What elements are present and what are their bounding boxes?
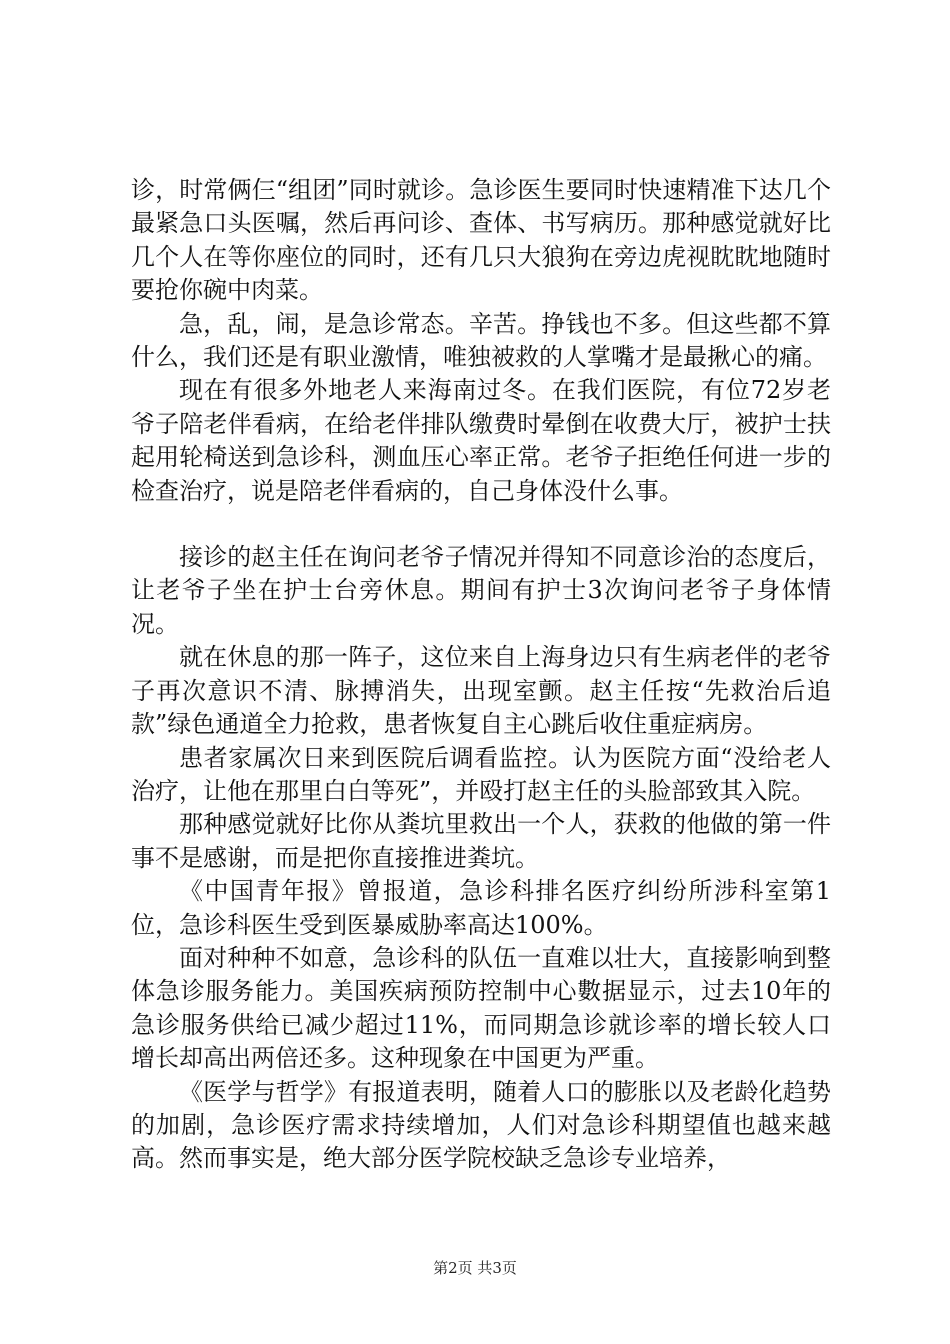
paragraph-3: 现在有很多外地老人来海南过冬。在我们医院，有位72岁老爷子陪老伴看病，在给老伴排队缴费时晕倒在收费大厅，被护士扶起用轮椅送到急诊科，测血压心率正常。老爷子拒绝任何进一步的检查治疗，说是陪老伴看病的，自己身体没什么事。	[131, 376, 831, 505]
paragraph-2: 急，乱，闹，是急诊常态。辛苦。挣钱也不多。但这些都不算什么，我们还是有职业激情，唯独被救的人掌嘴才是最揪心的痛。	[131, 309, 831, 372]
paragraph-1: 诊，时常俩仨“组团”同时就诊。急诊医生要同时快速精准下达几个最紧急口头医嘱，然后再问诊、查体、书写病历。那种感觉就好比几个人在等你座位的同时，还有几只大狼狗在旁边虎视眈眈地随时要抢你碗中肉菜。	[131, 176, 831, 305]
paragraph-4: 接诊的赵主任在询问老爷子情况并得知不同意诊治的态度后，让老爷子坐在护士台旁休息。期间有护士3次询问老爷子身体情况。	[131, 543, 831, 638]
paragraph-5: 就在休息的那一阵子，这位来自上海身边只有生病老伴的老爷子再次意识不清、脉搏消失，出现室颤。赵主任按“先救治后追款”绿色通道全力抢救，患者恢复自主心跳后收住重症病房。	[131, 643, 831, 739]
paragraph-7: 那种感觉就好比你从粪坑里救出一个人，获救的他做的第一件事不是感谢，而是把你直接推进粪坑。	[131, 810, 831, 872]
paragraph-8: 《中国青年报》曾报道，急诊科排名医疗纠纷所涉科室第1位，急诊科医生受到医暴威胁率高达100%。	[131, 877, 831, 939]
page-number: 第2页 共3页	[433, 1259, 517, 1277]
paragraph-6: 患者家属次日来到医院后调看监控。认为医院方面“没给老人治疗，让他在那里白白等死”，并殴打赵主任的头脸部致其入院。	[131, 743, 831, 805]
body-text	[131, 174, 831, 1176]
paragraph-9: 面对种种不如意，急诊科的队伍一直难以壮大，直接影响到整体急诊服务能力。美国疾病预防控制中心數据显示，过去10年的急诊服务供给已减少超过11%，而同期急诊就诊率的增长较人口增长却高出两倍还多。这种现象在中国更为严重。	[131, 943, 831, 1073]
paragraph-10: 《医学与哲学》有报道表明，随着人口的膨胀以及老龄化趋势的加剧，急诊医疗需求持续增加，人们对急诊科期望值也越来越高。然而事实是，绝大部分医学院校缺乏急诊专业培养，	[131, 1077, 831, 1173]
